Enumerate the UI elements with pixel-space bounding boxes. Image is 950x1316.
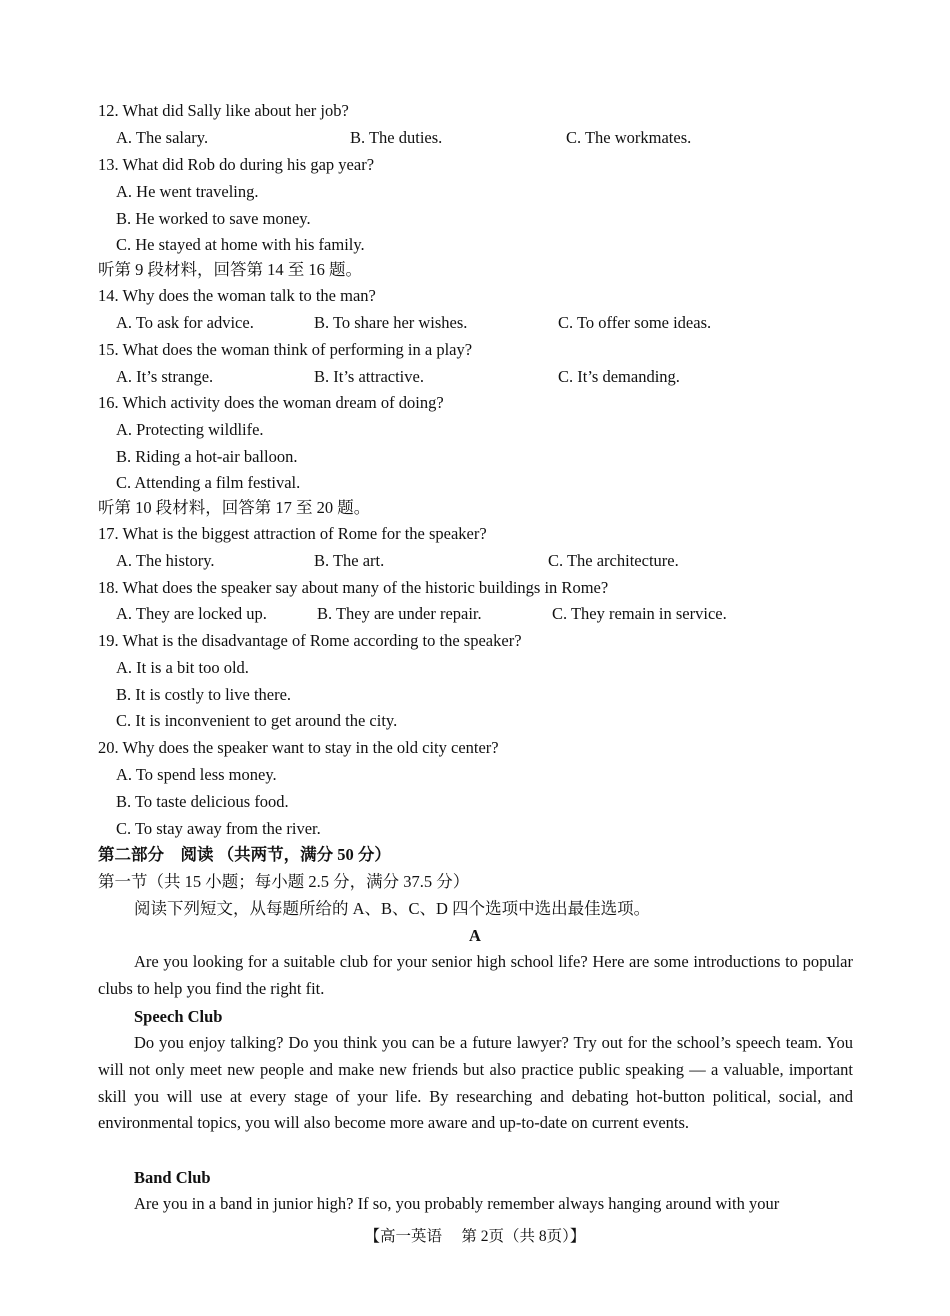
- passage-intro: Are you looking for a suitable club for your senior high school life? Here are some introductions to popular clubs to help you find the right fit.: [98, 952, 853, 998]
- question-14-option-a: A. To ask for advice.: [116, 313, 254, 332]
- listening-section-9-header: 听第 9 段材料，回答第 14 至 16 题。: [98, 260, 362, 279]
- reading-part-title: 第二部分 阅读 （共两节，满分 50 分）: [98, 845, 391, 864]
- speech-club-text: Do you enjoy talking? Do you think you can be a future lawyer? Try out for the school’s speech team. You will not only meet new people and make new friends but also practice public speaking — a valuable, important skill you will use at every stage of your life. By researching and debating hot-button political, social, and environmental topics, you will also become more aware and up-to-date on current events.: [98, 1033, 853, 1133]
- question-17-stem: 17. What is the biggest attraction of Rome for the speaker?: [98, 524, 487, 543]
- band-club-text: Are you in a band in junior high? If so, you probably remember always hanging around with your: [134, 1194, 780, 1213]
- question-12-option-a: A. The salary.: [116, 128, 209, 147]
- question-13-stem: 13. What did Rob do during his gap year?: [98, 155, 375, 174]
- question-18-option-a: A. They are locked up.: [116, 604, 267, 623]
- reading-instruction: 阅读下列短文，从每题所给的 A、B、C、D 四个选项中选出最佳选项。: [134, 899, 651, 918]
- question-19-option-a: A. It is a bit too old.: [116, 658, 249, 677]
- question-17-option-b: B. The art.: [314, 551, 385, 570]
- question-20-option-a: A. To spend less money.: [116, 765, 277, 784]
- question-12-option-b: B. The duties.: [350, 128, 443, 147]
- question-12-option-c: C. The workmates.: [566, 128, 692, 147]
- question-15-option-a: A. It’s strange.: [116, 367, 214, 386]
- question-19-option-b: B. It is costly to live there.: [116, 685, 292, 704]
- question-16-stem: 16. Which activity does the woman dream of doing?: [98, 393, 444, 412]
- band-club-title: Band Club: [134, 1168, 211, 1187]
- page-footer: 【高一英语 第 2页（共 8页）】: [364, 1228, 586, 1245]
- listening-section-10-header: 听第 10 段材料，回答第 17 至 20 题。: [98, 498, 371, 517]
- question-16-option-a: A. Protecting wildlife.: [116, 420, 264, 439]
- question-13-option-a: A. He went traveling.: [116, 182, 259, 201]
- question-18-stem: 18. What does the speaker say about many of the historic buildings in Rome?: [98, 578, 609, 597]
- question-13-option-c: C. He stayed at home with his family.: [116, 235, 365, 254]
- question-19-option-c: C. It is inconvenient to get around the city.: [116, 711, 398, 730]
- question-16-option-b: B. Riding a hot-air balloon.: [116, 447, 298, 466]
- question-15-option-c: C. It’s demanding.: [558, 367, 680, 386]
- question-20-stem: 20. Why does the speaker want to stay in the old city center?: [98, 738, 499, 757]
- question-20-option-b: B. To taste delicious food.: [116, 792, 289, 811]
- question-14-stem: 14. Why does the woman talk to the man?: [98, 286, 376, 305]
- question-14-option-c: C. To offer some ideas.: [558, 313, 712, 332]
- question-12-stem: 12. What did Sally like about her job?: [98, 101, 349, 120]
- question-15-option-b: B. It’s attractive.: [314, 367, 424, 386]
- question-18-option-b: B. They are under repair.: [317, 604, 482, 623]
- question-17-option-c: C. The architecture.: [548, 551, 679, 570]
- question-19-stem: 19. What is the disadvantage of Rome according to the speaker?: [98, 631, 522, 650]
- question-17-option-a: A. The history.: [116, 551, 215, 570]
- question-16-option-c: C. Attending a film festival.: [116, 473, 301, 492]
- question-15-stem: 15. What does the woman think of performing in a play?: [98, 340, 473, 359]
- question-20-option-c: C. To stay away from the river.: [116, 819, 321, 838]
- passage-label: A: [469, 926, 481, 945]
- reading-section-title: 第一节（共 15 小题；每小题 2.5 分，满分 37.5 分）: [98, 872, 470, 891]
- speech-club-title: Speech Club: [134, 1007, 223, 1026]
- question-14-option-b: B. To share her wishes.: [314, 313, 468, 332]
- question-18-option-c: C. They remain in service.: [552, 604, 727, 623]
- question-13-option-b: B. He worked to save money.: [116, 209, 311, 228]
